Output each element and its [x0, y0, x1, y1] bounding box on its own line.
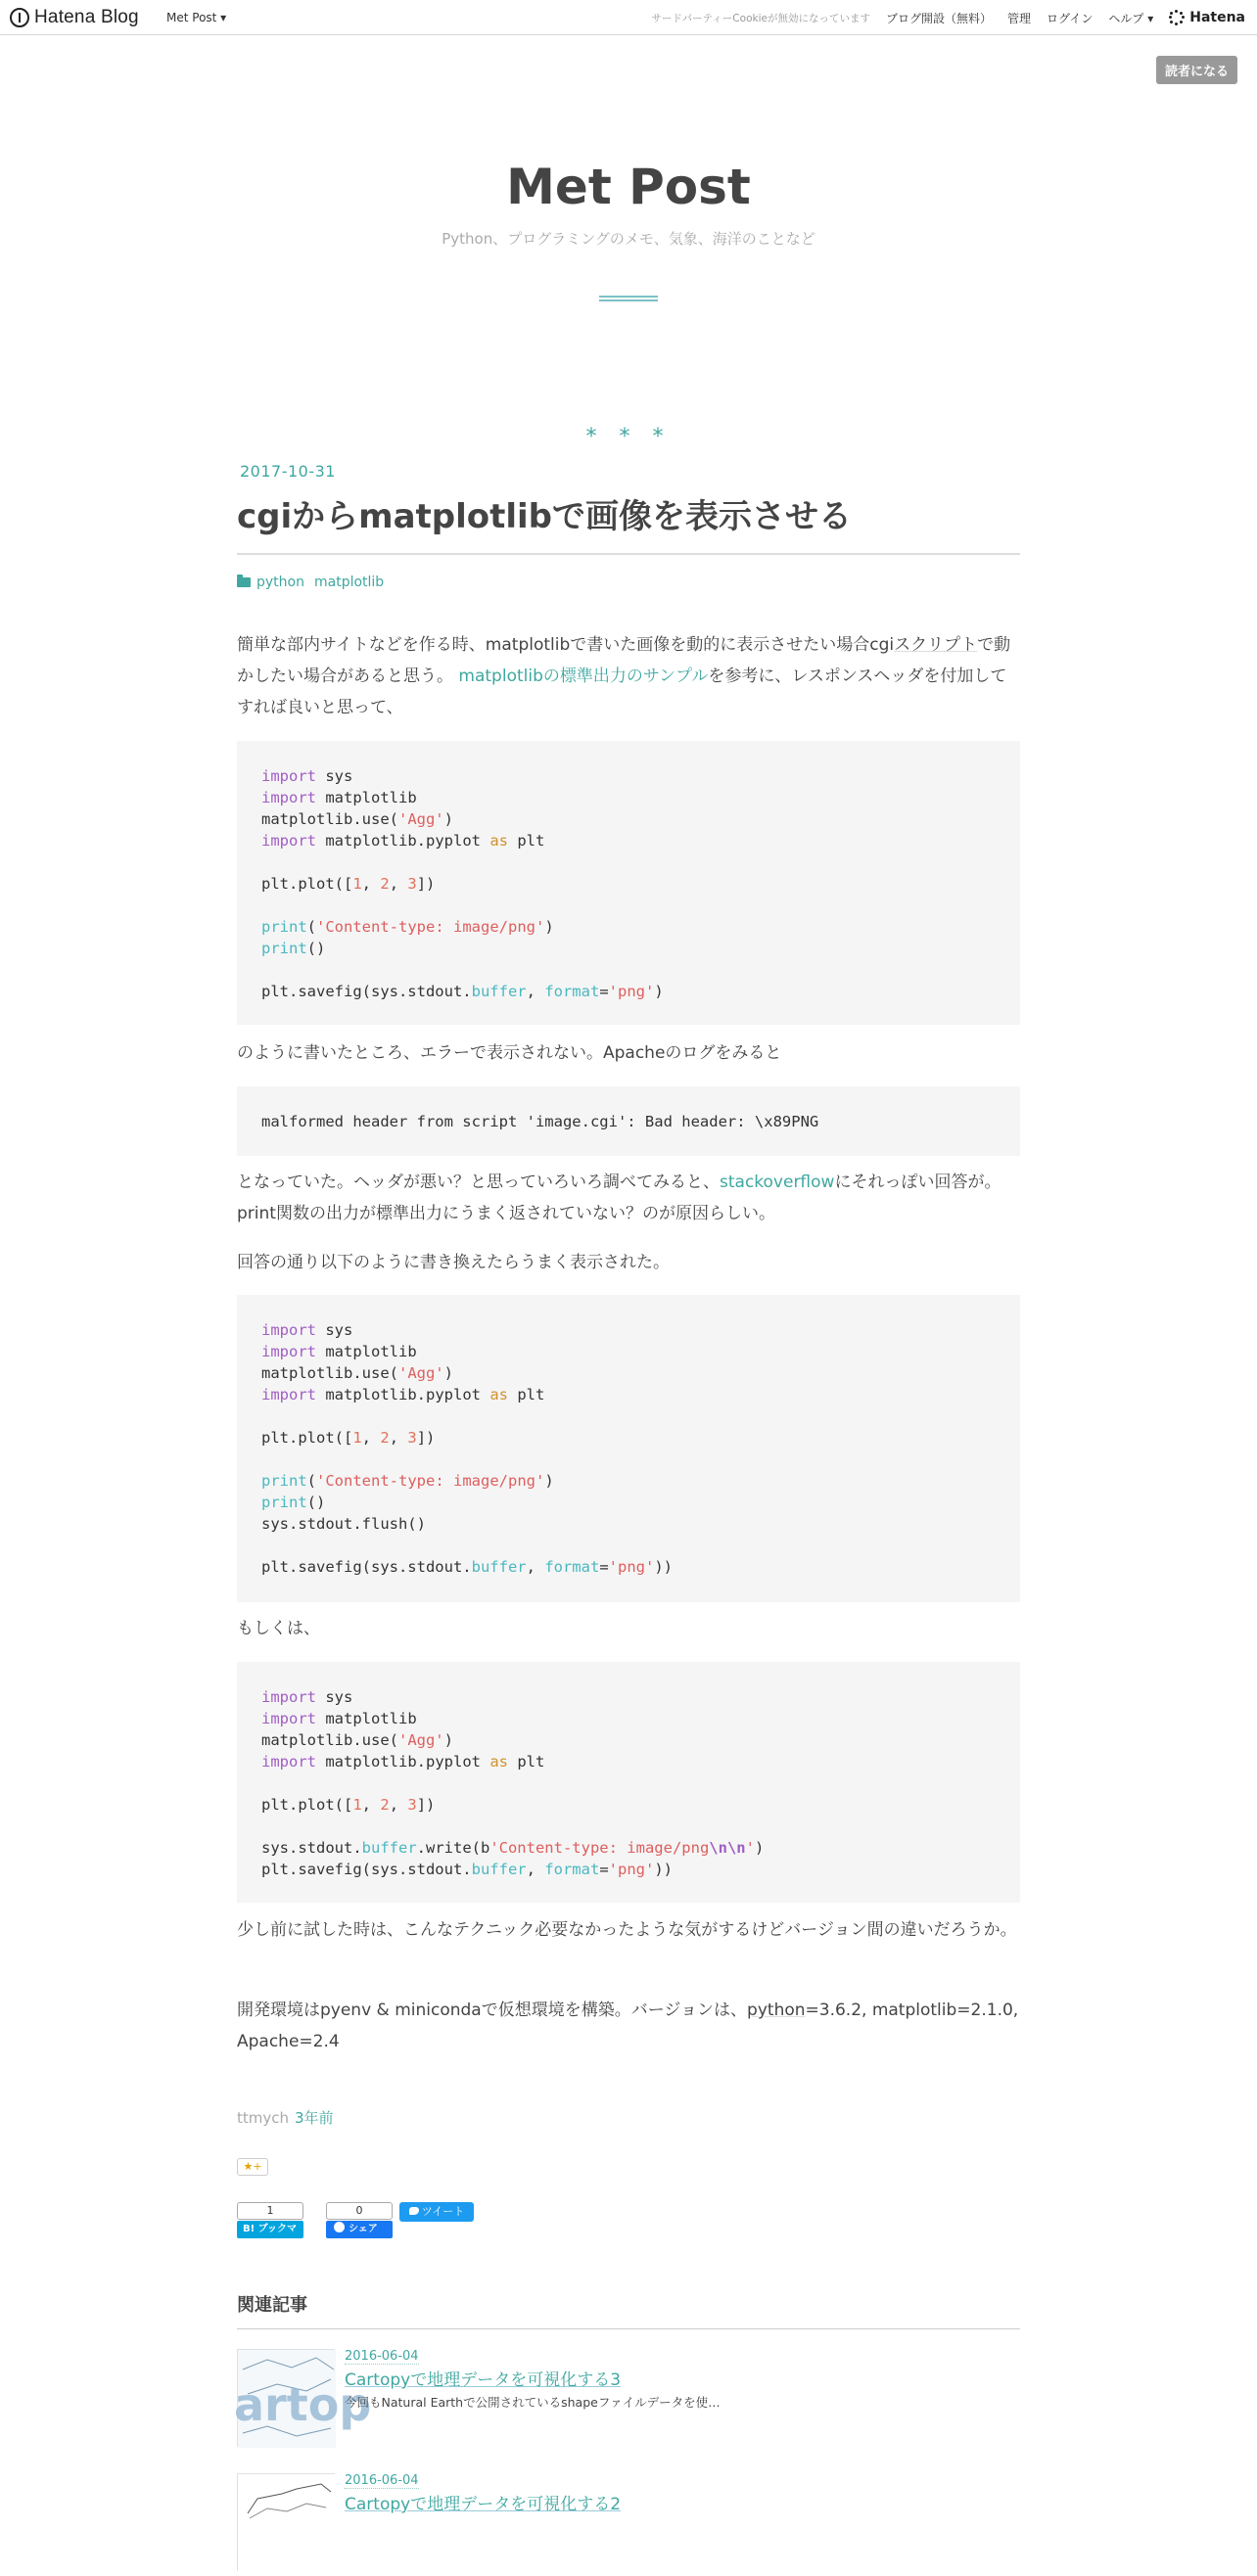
entry-separator: * * *	[585, 425, 672, 449]
sample-link[interactable]: matplotlibの標準出力のサンプル	[458, 667, 709, 686]
keyword-link-python[interactable]: python	[747, 2001, 806, 2020]
map-thumbnail-image	[234, 2350, 372, 2448]
paragraph-error: のように書いたところ、エラーで表示されない。Apacheのログをみると	[237, 1043, 782, 1063]
hatena-label: Hatena	[1189, 10, 1245, 25]
help-dropdown[interactable]: ヘルプ ▾	[1108, 11, 1154, 25]
stackoverflow-link[interactable]: stackoverflow	[720, 1173, 835, 1192]
text: にそれっぽい回答が。print関数の出力が標準出力にうまく返されていない？のが原因らしい。	[237, 1173, 1001, 1223]
permalink-time[interactable]: 3年前	[295, 2109, 334, 2127]
related-entry[interactable]	[237, 2473, 1020, 2571]
paragraph-environment	[237, 1995, 1020, 2057]
logo-text: Hatena Blog	[34, 7, 139, 27]
text: で動かしたい場合があると思う。	[237, 635, 1011, 686]
related-date[interactable]: 2016-06-04	[345, 2473, 419, 2488]
cookie-notice: サードパーティーCookieが無効になっています	[651, 12, 870, 24]
manage-link[interactable]: 管理	[1006, 11, 1031, 25]
add-star-button[interactable]: ★+	[237, 2158, 268, 2176]
related-title[interactable]: Cartopyで地理データを可視化する3	[345, 2370, 622, 2390]
blog-description: Python、プログラミングのメモ、気象、海洋のことなど	[442, 230, 815, 248]
bookmark-count: 1	[237, 2202, 303, 2220]
related-thumbnail[interactable]	[234, 2349, 372, 2447]
code-block-error: malformed header from script 'image.cgi': Bad header: \x89PNG	[237, 1086, 1020, 1156]
code-block-1: import sys import matplotlib matplotlib.use('Agg') import matplotlib.pyplot as plt plt.plot([1, 2, 3]) print('Content-type: image/png') print() plt.savefig(sys.stdout.buffer, format='png')	[237, 741, 1020, 1025]
text: 開発環境はpyenv & minicondaで仮想環境を構築。バージョンは、	[237, 2001, 748, 2020]
header-right-nav	[651, 0, 1257, 35]
text: を参考に、レスポンスヘッダを付加してすれば良いと思って、	[237, 667, 1007, 717]
related-title[interactable]: Cartopyで地理データを可視化する2	[345, 2495, 622, 2514]
subscribe-button[interactable]: 読者になる	[1156, 56, 1237, 84]
hatena-logo-icon	[10, 8, 29, 27]
code-block-2: import sys import matplotlib matplotlib.use('Agg') import matplotlib.pyplot as plt plt.plot([1, 2, 3]) print('Content-type: image/png') print() sys.stdout.flush() plt.savefig(sys.stdout.buffer, format='png'))	[237, 1295, 1020, 1602]
keyword-link[interactable]: スクリプト	[894, 635, 978, 655]
entry-categories	[237, 575, 394, 590]
share-label: シェア	[349, 2224, 378, 2234]
author-name[interactable]: ttmych	[237, 2109, 290, 2127]
svg-text:artop: artop	[234, 2378, 372, 2431]
related-summary: 今回もNatural Earthで公開されているshapeファイルデータを使…	[345, 2395, 721, 2410]
paragraph-cause	[237, 1167, 1020, 1229]
twitter-icon	[409, 2207, 419, 2215]
bookmark-button[interactable]: B! ブックマーク	[237, 2221, 303, 2238]
tweet-label: ツイート	[421, 2205, 465, 2218]
paragraph-alternative: もしくは、	[237, 1619, 320, 1638]
header-divider	[599, 296, 658, 301]
entry-date[interactable]: 2017-10-31	[240, 462, 336, 481]
open-blog-link[interactable]: ブログ開設（無料）	[885, 11, 992, 25]
hatena-dots-icon	[1169, 10, 1185, 25]
related-entry[interactable]	[234, 2349, 1020, 2447]
tweet-button[interactable]	[399, 2202, 474, 2222]
paragraph-fix: 回答の通り以下のように書き換えたらうまく表示された。	[237, 1253, 670, 1272]
paragraph-intro	[237, 629, 1020, 723]
map-thumbnail-image	[238, 2474, 336, 2572]
facebook-icon	[334, 2222, 345, 2232]
global-header	[0, 0, 1257, 35]
entry-footer-author	[237, 2107, 334, 2128]
hatena-menu[interactable]	[1169, 10, 1245, 25]
login-link[interactable]: ログイン	[1046, 11, 1094, 25]
text: 簡単な部内サイトなどを作る時、matplotlibで書いた画像を動的に表示させたい場合cgi	[237, 635, 895, 655]
related-date[interactable]: 2016-06-04	[345, 2349, 419, 2364]
related-entries-heading: 関連記事	[237, 2291, 1020, 2329]
paragraph-note: 少し前に試した時は、こんなテクニック必要なかったような気がするけどバージョン間の違いだろうか。	[237, 1920, 1017, 1940]
hatena-blog-logo[interactable]	[10, 6, 139, 29]
category-python[interactable]: python	[256, 575, 304, 590]
code-block-3: import sys import matplotlib matplotlib.use('Agg') import matplotlib.pyplot as plt plt.plot([1, 2, 3]) sys.stdout.buffer.write(b'Content-type: image/png\n\n') plt.savefig(sys.stdout.buffer, format='png'))	[237, 1662, 1020, 1903]
share-count: 0	[326, 2202, 393, 2220]
blog-title[interactable]: Met Post	[506, 159, 751, 215]
blog-menu-dropdown[interactable]: Met Post ▾	[166, 11, 227, 24]
entry-title[interactable]: cgiからmatplotlibで画像を表示させる	[237, 489, 1020, 555]
text: =3.6.2, matplotlib=2.1.0, Apache=2.4	[237, 2001, 1019, 2051]
hatena-bookmark-share[interactable]	[237, 2202, 303, 2252]
text: となっていた。ヘッダが悪い？と思っていろいろ調べてみると、	[237, 1173, 720, 1192]
facebook-share[interactable]	[326, 2202, 393, 2238]
related-thumbnail[interactable]	[237, 2473, 335, 2571]
category-matplotlib[interactable]: matplotlib	[313, 575, 385, 590]
facebook-share-button[interactable]	[326, 2221, 393, 2238]
folder-icon	[237, 577, 251, 587]
